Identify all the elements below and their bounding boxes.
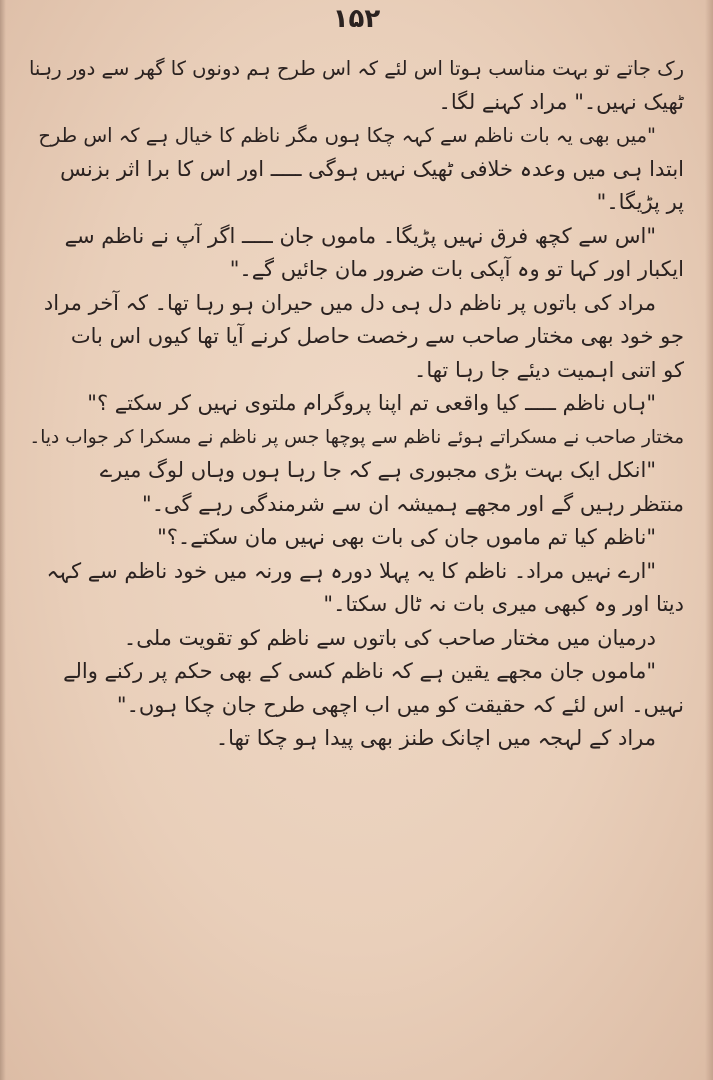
text-line: جو خود بھی مختار صاحب سے رخصت حاصل کرنے آیا تھا کیوں اس بات [70,324,684,348]
text-line: "ناظم کیا تم ماموں جان کی بات بھی نہیں مان سکتے۔؟" [157,525,656,549]
text-line: "انکل ایک بہت بڑی مجبوری ہے کہ جا رہا ہوں وہاں لوگ میرے [99,458,656,482]
text-line: مختار صاحب نے مسکراتے ہوئے ناظم سے پوچھا جس پر ناظم نے مسکرا کر جواب دیا۔ [29,426,684,448]
text-line: رک جاتے تو بہت مناسب ہوتا اس لئے کہ اس طرح ہم دونوں کا گھر سے دور رہنا [28,57,684,80]
text-line: "اس سے کچھ فرق نہیں پڑیگا۔ ماموں جان ـــــ اگر آپ نے ناظم سے [64,223,656,248]
text-line: نہیں۔ اس لئے کہ حقیقت کو میں اب اچھی طرح جان چکا ہوں۔" [116,692,684,717]
text-line: "میں بھی یہ بات ناظم سے کہہ چکا ہوں مگر ناظم کا خیال ہے کہ اس طرح [38,124,656,147]
text-line: "ماموں جان مجھے یقین ہے کہ ناظم کسی کے بھی حکم پر رکنے والے [63,659,656,683]
text-line: پر پڑیگا۔" [596,190,684,214]
text-line: ابتدا ہی میں وعدہ خلافی ٹھیک نہیں ہوگی ـــــ اور اس کا برا اثر بزنس [60,156,684,181]
page-edge-left [0,0,6,1080]
text-line: "ہاں ناظم ـــــ کیا واقعی تم اپنا پروگرام ملتوی نہیں کر سکتے ؟" [87,391,656,415]
text-line: مراد کے لہجہ میں اچانک طنز بھی پیدا ہو چکا تھا۔ [215,726,656,750]
page-edge-right [705,0,713,1080]
text-line: ایکبار اور کہا تو وہ آپکی بات ضرور مان جائیں گے۔" [229,257,684,281]
body-text [24,52,684,756]
text-line: مراد کی باتوں پر ناظم دل ہی دل میں حیران ہو رہا تھا۔ کہ آخر مراد [43,290,656,315]
text-line: دیتا اور وہ کبھی میری بات نہ ٹال سکتا۔" [323,592,684,616]
text-line: منتظر رہیں گے اور مجھے ہمیشہ ان سے شرمندگی رہے گی۔" [142,491,684,516]
text-line: ٹھیک نہیں۔" مراد کہنے لگا۔ [438,89,684,114]
text-line: درمیان میں مختار صاحب کی باتوں سے ناظم کو تقویت ملی۔ [123,625,656,650]
text-line: کو اتنی اہمیت دیئے جا رہا تھا۔ [414,357,684,382]
page-number: ۱۵۲ [332,4,381,34]
text-line: "ارے نہیں مراد۔ ناظم کا یہ پہلا دورہ ہے ورنہ میں خود ناظم سے کہہ [46,558,656,583]
